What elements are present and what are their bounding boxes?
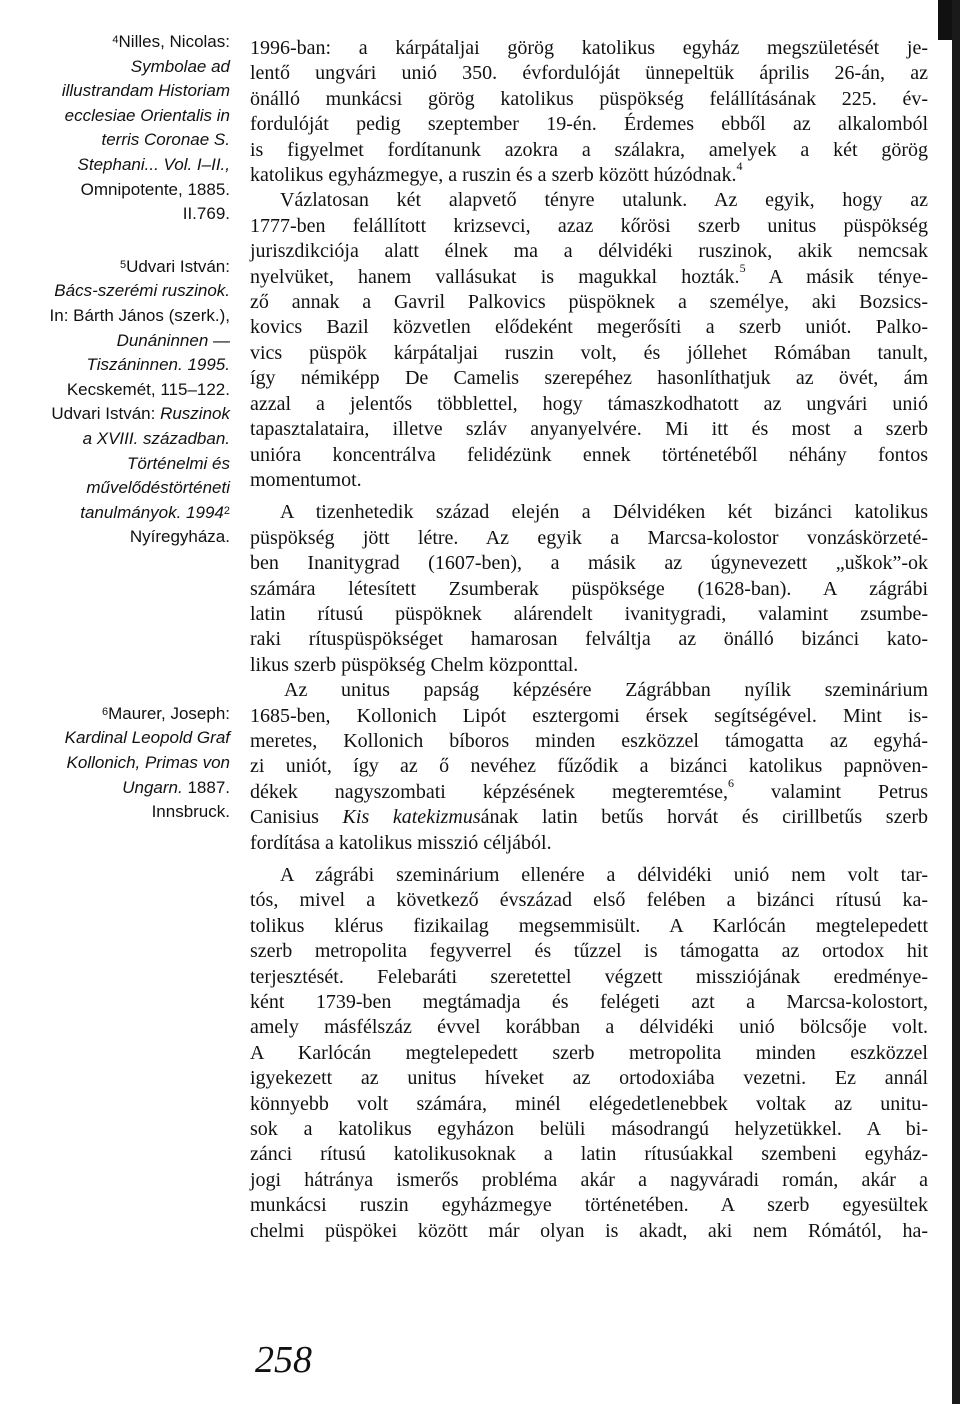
footnote-publication: Omnipotente, 1885. (80, 179, 230, 199)
text-line: számára létesített Zsumberak püspöksége (1628-ban). A zágrábi (250, 577, 928, 600)
footnote-title-line: Tiszáninnen. 1995. (86, 355, 230, 375)
text-line: Canisius Kis katekizmusának latin betűs horvát és cirillbetűs szerb (250, 806, 928, 829)
page-number: 258 (255, 1339, 312, 1381)
text-line: zi uniót, így az ő nevéhez fűződik a bizánci katolikus papnöven- (250, 755, 928, 778)
footnote-5 (30, 255, 230, 550)
footnote-publication: Innsbruck. (151, 802, 230, 822)
text-line: juriszdikciója alatt élnek ma a délvidéki ruszinok, akik nemcsak (250, 240, 928, 263)
footnote-6 (30, 702, 230, 825)
text-line: ként 1739-ben megtámadja és felégeti azt a Marcsa-kolostort, (250, 991, 928, 1014)
text-line: chelmi püspökei között már olyan is akadt, aki nem Rómától, ha- (250, 1219, 928, 1242)
footnote-edition-mark: 2 (223, 504, 230, 517)
text-line: fordulóját pedig szeptember 19-én. Érdemes ebből az alkalomból (250, 113, 928, 136)
footnote-mark: 4 (112, 34, 119, 46)
text-line: szerb metropolita fegyverrel és tűzzel is támogatta az ortodox hit (250, 940, 928, 963)
paragraph-3 (250, 500, 928, 678)
footnote-title-line: terris Coronae S. (101, 130, 230, 150)
paragraph-2 (250, 188, 928, 493)
paragraph-4 (250, 678, 928, 856)
text-line: A zágrábi szeminárium ellenére a délvidéki unió nem volt tar- (280, 864, 928, 886)
text-line: lentő ungvári unió 350. évfordulóját ünnepeltük április 26-án, az (250, 62, 928, 85)
footnote-title-line: Bács-szerémi ruszinok. (54, 281, 230, 301)
footnote-author: Nilles, Nicolas: (118, 32, 230, 51)
footnote-author: Udvari István: (51, 404, 156, 424)
text-line: katolikus egyházmegye, a ruszin és a szerb között húzódnak.$^4$ (250, 159, 743, 187)
text-line: 1777-ben felállított krizsevci, azaz kőrösi szerb unitus püspökség (250, 214, 928, 237)
body-text (250, 36, 928, 1244)
text-line: meretes, Kollonich bíboros minden eszközzel támogatta az egyhá- (250, 729, 928, 752)
footnote-author: Maurer, Joseph: (108, 703, 230, 723)
text-line: kovics Bazil közvetlen elődeként megerősíti a szerb uniót. Palko- (250, 316, 928, 339)
text-line: jogi hátránya ismerős probléma akár a nagyváradi román, akár a (250, 1168, 928, 1191)
text-line: dékek nagyszombati képzésének megteremtése,$^6$ valamint Petrus (250, 775, 929, 803)
scan-edge-shadow (952, 0, 960, 1404)
text-line: momentumot. (250, 468, 362, 491)
text-line: raki rítuspüspökséget hamarosan felváltja az önálló bizánci kato- (250, 628, 928, 651)
text-line: is figyelmet fordítanunk azokra a szálakra, amelyek a két görög (250, 138, 928, 161)
text-line: Vázlatosan két alapvető tényre utalunk. Az egyik, hogy az (280, 189, 928, 212)
text-line: A Karlócán megtelepedett szerb metropolita minden eszközzel (250, 1041, 928, 1064)
text-line: püspökség jött létre. Az egyik a Marcsa-kolostor vonzáskörzeté- (250, 526, 928, 549)
text-line: Az unitus papság képzésére Zágrábban nyílik szeminárium (284, 679, 928, 702)
text-line: amely másfélszáz évvel korábban a délvidéki unió bölcsője volt. (250, 1016, 928, 1039)
footnote-publication: II.769. (182, 204, 230, 224)
paragraph-5 (250, 863, 928, 1244)
footnote-mark: 5 (119, 258, 127, 271)
text-line: A tizenhetedik század elején a Délvidéken két bizánci katolikus (280, 501, 928, 524)
text-line: tós, mivel a következő évszázad első felében a bizánci rítusú ka- (250, 889, 928, 912)
footnote-column (30, 30, 230, 825)
footnote-publication: Kecskemét, 115–122. (66, 379, 230, 399)
paragraph-1 (250, 36, 928, 188)
text-line: 1996-ban: a kárpátaljai görög katolikus egyház megszületését je- (250, 37, 928, 59)
footnote-title-line: ecclesiae Orientalis in (64, 105, 230, 125)
text-line: vics püspök kárpátaljai ruszin volt, és jóllehet Rómában tanult, (250, 341, 928, 364)
text-line: latin rítusú püspöknek alárendelt ivanitygradi, valamint zsumbe- (250, 602, 928, 625)
text-line: nyelvüket, hanem vallásukat is magukkal hozták.$^5$ A másik ténye- (250, 260, 929, 288)
footnote-title-line: tanulmányok. 1994 (80, 502, 224, 522)
footnote-title-line: a XVIII. században. (82, 428, 230, 448)
text-line: sok a katolikus egyházon belüli másodrangú helyzetükkel. A bi- (250, 1118, 928, 1141)
text-line: önálló munkácsi görög katolikus püspökség felállításának 225. év- (250, 87, 928, 110)
footnote-title-line: Kardinal Leopold Graf (64, 728, 230, 748)
footnote-title-line: Symbolae ad (130, 56, 230, 76)
text-line: így némiképp De Camelis szerepéhez hasonlíthatjuk az övét, ám (250, 367, 928, 390)
text-line: munkácsi ruszin egyházmegye történetében. A szerb egyesültek (250, 1194, 928, 1217)
footnote-title-line: Kollonich, Primas von (66, 753, 230, 773)
text-line: 1685-ben, Kollonich Lipót esztergomi érsek segítségével. Mint is- (250, 704, 928, 727)
text-line: könnyebb volt számára, minél elégedetlenebbek voltak az unitu- (250, 1092, 928, 1115)
footnote-title-line: Stephani... Vol. I–II., (77, 154, 230, 174)
footnote-title-line: illustrandam Historiam (61, 81, 230, 101)
text-line: unióra koncentrálva felidézünk ennek történetéből néhány fontos (250, 443, 928, 466)
footnote-title-line: Történelmi és (127, 453, 230, 473)
text-line: fordítása a katolikus misszió céljából. (250, 831, 552, 854)
text-line: azzal a jelentős többlettel, hogy támaszkodhatott az ungvári unió (250, 392, 928, 415)
text-line: zánci rítusú katolikusoknak a latin rítusúakkal szembeni egyház- (250, 1143, 928, 1166)
footnote-title-word: Ruszinok (160, 404, 230, 424)
footnote-publication: Nyíregyháza. (129, 527, 230, 547)
footnote-ref-4: 4 (736, 159, 743, 174)
footnote-4 (30, 30, 230, 227)
footnote-title-line: Ungarn. (122, 777, 183, 797)
footnote-year: 1887. (182, 777, 230, 797)
footnote-ref-5: 5 (739, 260, 746, 275)
text-line: terjesztését. Felebaráti szeretettel végzett missziójának eredménye- (250, 965, 928, 988)
footnote-ref-6: 6 (728, 775, 735, 790)
text-line: igyekezett az unitus híveket az ortodoxiába vezetni. Ez annál (250, 1067, 928, 1090)
text-line: tolikus klérus fizikailag megsemmisült. A Karlócán megtelepedett (250, 914, 928, 937)
footnote-author: Udvari István: (126, 256, 230, 276)
footnote-title-line: Dunáninnen — (116, 330, 230, 350)
text-line: ben Inanitygrad (1607-ben), a másik az úgynevezett „uškok”-ok (250, 552, 928, 575)
text-line: ző annak a Gavril Palkovics püspöknek a személye, aki Bozsics- (250, 291, 928, 314)
book-title: Kis katekizmus (342, 806, 481, 829)
text-line: tapasztalataira, illetve szláv anyanyelvére. Mi itt és most a szerb (250, 418, 928, 441)
footnote-title-line: művelődéstörténeti (86, 478, 230, 498)
text-line: likus szerb püspökség Chelm központtal. (250, 653, 579, 676)
footnote-mark: 6 (101, 705, 109, 718)
footnote-in-line: In: Bárth János (szerk.), (49, 305, 230, 325)
